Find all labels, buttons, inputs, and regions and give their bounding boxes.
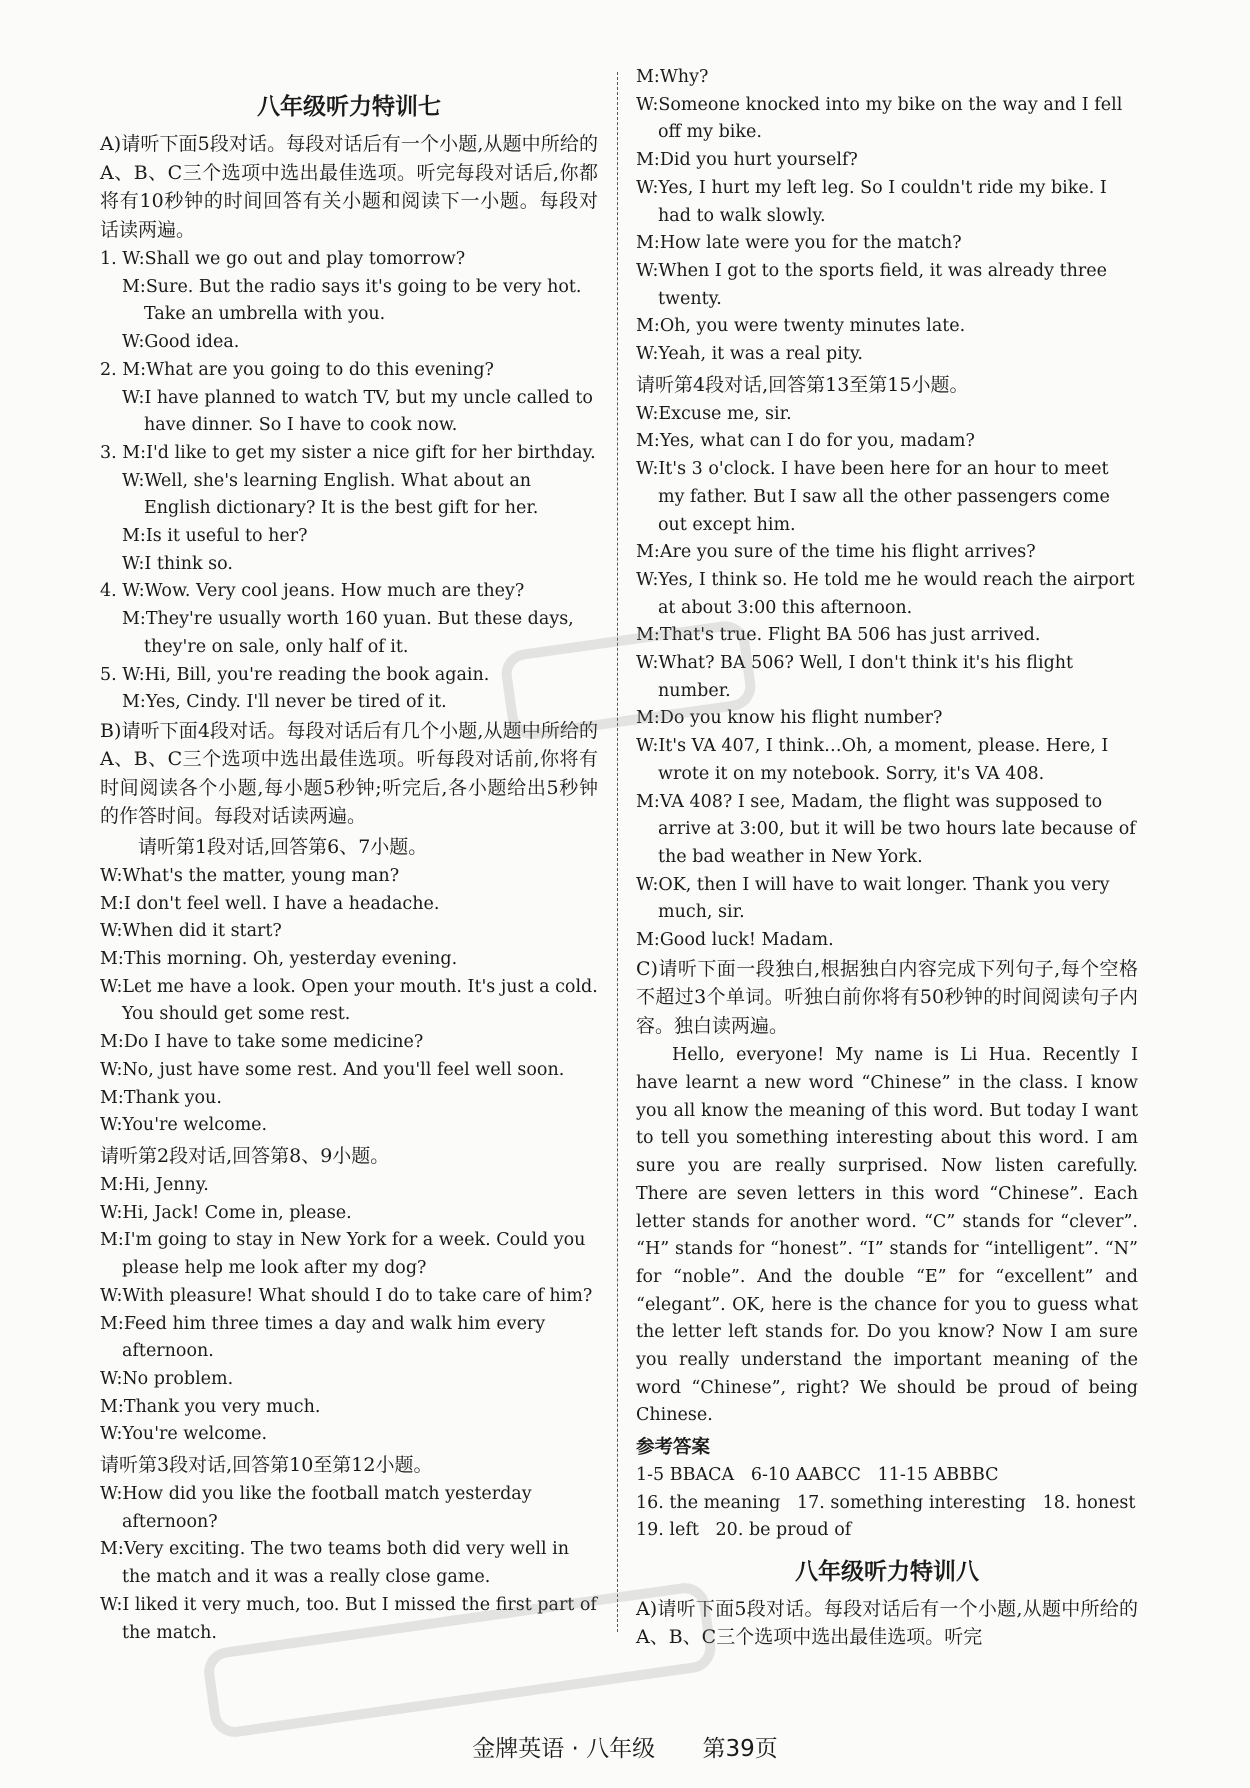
dialog-line: 2. M:What are you going to do this evening? <box>100 359 494 380</box>
dialog-line: W:Excuse me, sir. <box>636 403 792 424</box>
dialog-line: 3. M:I'd like to get my sister a nice gift for her birthday. <box>100 442 596 463</box>
part-b-instructions: B)请听下面4段对话。每段对话后有几个小题,从题中所给的A、B、C三个选项中选出最佳选项。听每段对话前,你将有时间阅读各个小题,每小题5秒钟;听完后,各小题给出5秒钟的作答时间。每段对话读两遍。 <box>100 719 598 828</box>
dialog-line: W:When did it start? <box>100 921 282 942</box>
column-divider <box>617 72 618 1632</box>
question-2 <box>100 357 598 440</box>
part-a-instructions-8: A)请听下面5段对话。每段对话后有一个小题,从题中所给的A、B、C三个选项中选出最佳选项。听完 <box>636 1597 1138 1649</box>
dialog-line: W:Yes, I hurt my left leg. So I couldn't ride my bike. I had to walk slowly. <box>636 177 1107 226</box>
dialog-line: W:It's VA 407, I think…Oh, a moment, please. Here, I wrote it on my notebook. Sorry, it's VA 408. <box>636 736 1109 784</box>
answer-line: 16. the meaning 17. something interesting 18. honest <box>636 1492 1136 1513</box>
dialog-4 <box>636 401 1138 955</box>
dialog-line: M:VA 408? I see, Madam, the flight was supposed to arrive at 3:00, but it will be two hours late because of the bad weather in New York. <box>636 791 1136 867</box>
question-5 <box>100 662 598 717</box>
dialog-4-intro: 请听第4段对话,回答第13至第15小题。 <box>636 373 969 396</box>
book-title: 金牌英语 · 八年级 <box>472 1736 656 1762</box>
monologue-text: Hello, everyone! My name is Li Hua. Recently I have learnt a new word “Chinese” in the class. I know you all know the meaning of this word. But today I want to tell you something interesting about this word. I am sure you are really surprised. Now listen carefully. There are seven letters in this word “Chinese”. Each letter stands for another word. “C” stands for “clever”. “H” stands for “honest”. “I” stands for “intelligent”. “N” for “noble”. And the double “E” for “excellent” and “elegant”. OK, here is the chance for you to guess what the letter left stands for. Do you know? Now I am sure you really understand the important meaning of the word “Chinese”, right? We should be proud of being Chinese. <box>636 1045 1138 1426</box>
dialog-line: M:They're usually worth 160 yuan. But these days, they're on sale, only half of it. <box>122 609 574 657</box>
dialog-1-intro: 请听第1段对话,回答第6、7小题。 <box>138 835 428 858</box>
dialog-line: 5. W:Hi, Bill, you're reading the book again. <box>100 664 490 685</box>
part-c-instructions: C)请听下面一段独白,根据独白内容完成下列句子,每个空格不超过3个单词。听独白前你将有50秒钟的时间阅读句子内容。独白读两遍。 <box>636 957 1138 1037</box>
question-1 <box>100 246 598 357</box>
dialog-line: W:Yeah, it was a real pity. <box>636 344 863 365</box>
dialog-2-intro: 请听第2段对话,回答第8、9小题。 <box>100 1144 390 1167</box>
dialog-line: M:I'm going to stay in New York for a week. Could you please help me look after my dog? <box>100 1230 586 1279</box>
question-4 <box>100 578 598 661</box>
dialog-line: M:This morning. Oh, yesterday evening. <box>100 949 458 970</box>
left-column <box>100 64 598 1647</box>
dialog-line: 4. W:Wow. Very cool jeans. How much are they? <box>100 581 525 602</box>
dialog-line: W:Yes, I think so. He told me he would reach the airport at about 3:00 this afternoon. <box>636 569 1135 618</box>
dialog-line: M:Is it useful to her? <box>122 526 308 547</box>
answer-line: 19. left 20. be proud of <box>636 1520 852 1541</box>
dialog-line: M:Did you hurt yourself? <box>636 150 858 171</box>
dialog-line: W:Well, she's learning English. What about an English dictionary? It is the best gift for her. <box>122 470 539 519</box>
dialog-line: M:Are you sure of the time his flight arrives? <box>636 542 1036 563</box>
answer-line: 1-5 BBACA 6-10 AABCC 11-15 ABBBC <box>636 1464 999 1485</box>
dialog-line: W:With pleasure! What should I do to take care of him? <box>100 1285 593 1306</box>
dialog-line: M:Good luck! Madam. <box>636 930 834 951</box>
dialog-line: M:Sure. But the radio says it's going to be very hot. Take an umbrella with you. <box>122 276 582 325</box>
dialog-line: M:Very exciting. The two teams both did very well in the match and it was a really close game. <box>100 1539 569 1588</box>
dialog-line: W:Someone knocked into my bike on the way and I fell off my bike. <box>636 94 1123 143</box>
dialog-line: W:You're welcome. <box>100 1424 268 1445</box>
dialog-line: M:Do you know his flight number? <box>636 708 943 729</box>
dialog-line: M:That's true. Flight BA 506 has just arrived. <box>636 625 1041 646</box>
dialog-line: M:Do I have to take some medicine? <box>100 1032 424 1053</box>
dialog-3 <box>100 1481 598 1647</box>
section-title-8: 八年级听力特训八 <box>795 1557 979 1585</box>
dialog-2 <box>100 1172 598 1449</box>
dialog-line: W:What's the matter, young man? <box>100 865 400 886</box>
dialog-line: W:No, just have some rest. And you'll feel well soon. <box>100 1059 565 1080</box>
answers-heading: 参考答案 <box>636 1437 711 1459</box>
dialog-line: W:What? BA 506? Well, I don't think it's his flight number. <box>636 653 1074 701</box>
dialog-line: M:Why? <box>636 67 709 87</box>
dialog-line: M:I don't feel well. I have a headache. <box>100 893 440 914</box>
dialog-line: M:Yes, Cindy. I'll never be tired of it. <box>122 692 447 713</box>
dialog-line: M:Oh, you were twenty minutes late. <box>636 316 966 337</box>
dialog-line: W:When I got to the sports field, it was already three twenty. <box>636 260 1107 309</box>
dialog-line: W:Good idea. <box>122 332 240 353</box>
section-title-7: 八年级听力特训七 <box>257 93 441 120</box>
dialog-line: W:Let me have a look. Open your mouth. It's just a cold. You should get some rest. <box>100 976 598 1025</box>
dialog-3-continued <box>636 64 1138 369</box>
dialog-line: M:Thank you. <box>100 1087 222 1108</box>
dialog-line: M:Hi, Jenny. <box>100 1174 209 1195</box>
dialog-line: W:It's 3 o'clock. I have been here for an hour to meet my father. But I saw all the other passengers come out except him. <box>636 459 1110 535</box>
dialog-line: M:Feed him three times a day and walk him every afternoon. <box>100 1313 546 1362</box>
dialog-line: W:OK, then I will have to wait longer. Thank you very much, sir. <box>636 874 1110 923</box>
dialog-line: W:I liked it very much, too. But I missed the first part of the match. <box>100 1594 597 1643</box>
dialog-line: W:How did you like the football match yesterday afternoon? <box>100 1484 532 1532</box>
dialog-1 <box>100 863 598 1140</box>
part-a-instructions: A)请听下面5段对话。每段对话后有一个小题,从题中所给的A、B、C三个选项中选出最佳选项。听完每段对话后,你都将有10秒钟的时间回答有关小题和阅读下一小题。每段对话读两遍。 <box>100 133 598 241</box>
right-column <box>636 64 1138 1654</box>
dialog-line: M:Thank you very much. <box>100 1396 321 1417</box>
dialog-line: W:I think so. <box>122 553 233 574</box>
dialog-line: W:I have planned to watch TV, but my uncle called to have dinner. So I have to cook now. <box>122 387 593 436</box>
dialog-3-intro: 请听第3段对话,回答第10至第12小题。 <box>100 1454 433 1477</box>
dialog-line: W:You're welcome. <box>100 1115 268 1136</box>
page-number: 第39页 <box>702 1736 778 1762</box>
page-footer <box>0 1730 1250 1763</box>
dialog-line: W:No problem. <box>100 1368 234 1389</box>
dialog-line: M:How late were you for the match? <box>636 233 962 254</box>
dialog-line: 1. W:Shall we go out and play tomorrow? <box>100 249 466 269</box>
dialog-line: M:Yes, what can I do for you, madam? <box>636 431 975 452</box>
question-3 <box>100 440 598 579</box>
dialog-line: W:Hi, Jack! Come in, please. <box>100 1202 352 1223</box>
